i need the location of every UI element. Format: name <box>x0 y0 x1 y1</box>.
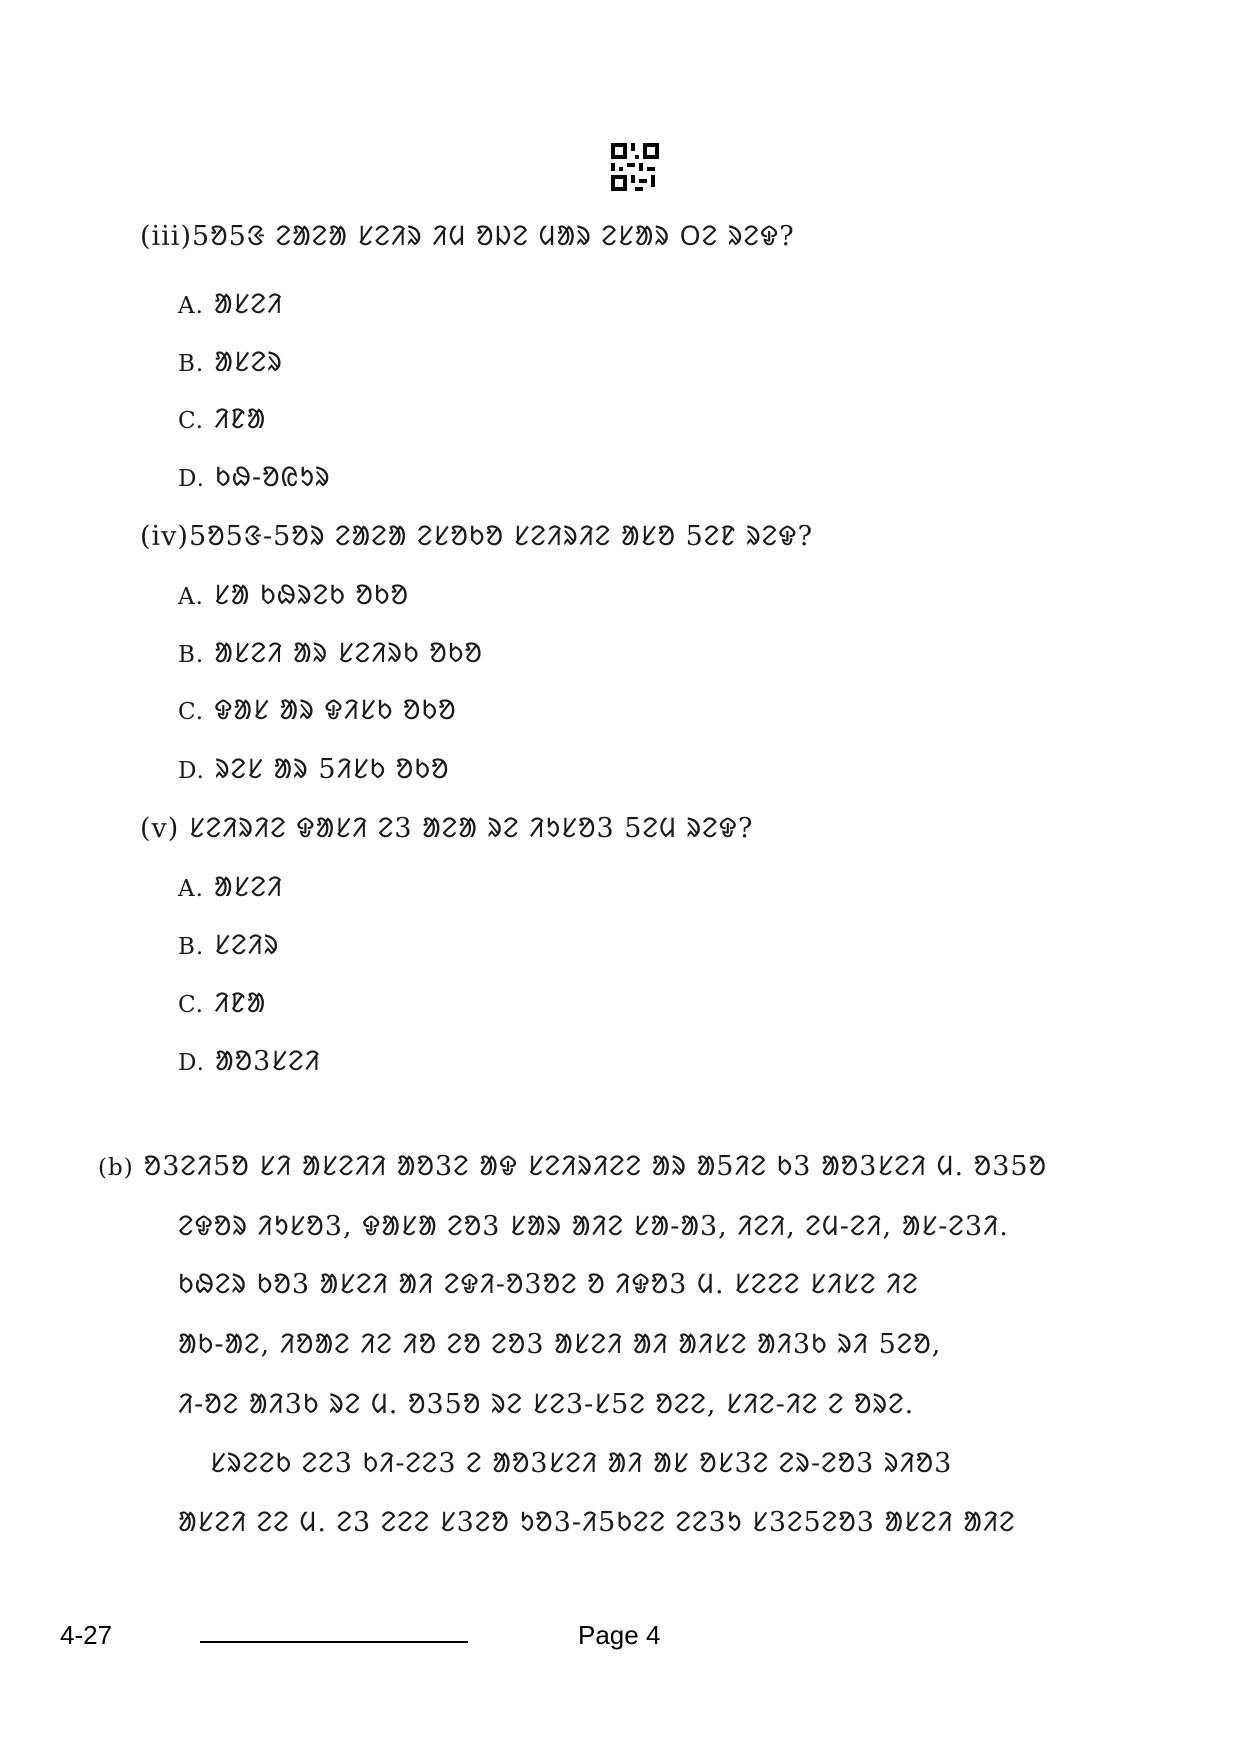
option-label: C. <box>178 992 205 1018</box>
option-label: B. <box>178 351 205 377</box>
option-label: B. <box>178 934 205 960</box>
option-d <box>178 457 331 494</box>
section-b-line: ᱟᱥᱮᱤ ᱮᱮ ᱢ. ᱮ3 ᱮᱮᱮ ᱥ3ᱮᱚ ᱩᱚ3-ᱤ5ᱠᱮᱮ ᱮᱮ3ᱩ ᱥ3ᱮ5ᱮᱚ3 ᱟᱥᱮᱤ ᱟᱤᱮ <box>178 1507 1016 1538</box>
question-label: (v) <box>140 813 180 844</box>
option-c <box>178 399 266 436</box>
section-b-line: ᱟᱠ-ᱟᱮ, ᱤᱚᱟᱮ ᱤᱮ ᱤᱚ ᱮᱚ ᱮᱚ3 ᱟᱥᱮᱤ ᱟᱤ ᱟᱤᱥᱮ ᱟᱤ3ᱠ ᱨᱤ 5ᱮᱚ, <box>178 1329 942 1360</box>
option-c <box>178 983 266 1020</box>
section-b-line: ᱠᱷᱮᱨ ᱠᱚ3 ᱟᱥᱮᱤ ᱟᱤ ᱮᱫᱤ-ᱚ3ᱚᱮ ᱚ ᱤᱫᱚ3 ᱢ. ᱥᱮᱮᱮ ᱥᱤᱥᱮ ᱤᱮ <box>178 1269 919 1300</box>
question-text: 5ᱚ5ᱝ-5ᱚᱨ ᱮᱟᱮᱟ ᱮᱥᱚᱠᱚ ᱥᱮᱤᱨᱤᱮ ᱟᱥᱚ 5ᱮᱱ ᱨᱮᱫ? <box>188 521 814 552</box>
option-text: ᱟᱥᱮᱤ ᱟᱨ ᱥᱮᱤᱨᱠ ᱚᱠᱚ <box>214 638 483 669</box>
option-text: ᱥᱟ ᱠᱷᱨᱮᱠ ᱚᱠᱚ <box>213 580 410 611</box>
option-label: D. <box>178 758 205 784</box>
option-text: ᱤᱱᱟ <box>214 404 267 435</box>
question-iv <box>140 516 813 553</box>
footer-rule <box>200 1641 468 1643</box>
question-text: ᱥᱮᱤᱨᱤᱮ ᱫᱟᱥᱤ ᱮ3 ᱟᱮᱟ ᱨᱮ ᱤᱩᱥᱚ3 5ᱮᱢ ᱨᱮᱫ? <box>188 813 754 844</box>
option-text: ᱟᱚ3ᱥᱮᱤ <box>214 1046 321 1077</box>
option-a <box>178 867 283 904</box>
option-text: ᱨᱮᱥ ᱟᱨ 5ᱤᱥᱠ ᱚᱠᱚ <box>214 754 450 785</box>
section-label: (b) <box>98 1155 134 1181</box>
option-a <box>178 575 409 612</box>
section-b-line: ᱮᱫᱚᱨ ᱤᱩᱥᱚ3, ᱫᱟᱥᱟ ᱮᱚ3 ᱥᱟᱨ ᱟᱤᱮ ᱥᱟ-ᱟ3, ᱤᱮᱤ, ᱮᱢ-ᱮᱤ, ᱟᱥ-ᱮ3ᱤ. <box>178 1211 1009 1242</box>
option-label: C. <box>178 699 205 725</box>
option-b <box>178 342 283 379</box>
section-b-line <box>98 1146 1047 1183</box>
option-text: ᱟᱥᱮᱨ <box>214 347 283 378</box>
option-text: ᱟᱥᱮᱤ <box>213 289 284 320</box>
option-a <box>178 284 283 321</box>
option-label: A. <box>178 584 204 610</box>
option-text: ᱠᱷ-ᱚᱭᱩᱨ <box>214 462 331 493</box>
option-label: D. <box>178 466 205 492</box>
option-d <box>178 1041 321 1078</box>
option-label: A. <box>178 293 204 319</box>
option-text: ᱫᱟᱥ ᱟᱨ ᱫᱤᱥᱠ ᱚᱠᱚ <box>214 695 457 726</box>
question-v <box>140 808 753 845</box>
option-label: D. <box>178 1050 205 1076</box>
option-b <box>178 633 483 670</box>
option-text: ᱥᱮᱤᱨ <box>214 930 280 961</box>
option-d <box>178 749 449 786</box>
option-text: ᱤᱱᱟ <box>214 988 267 1019</box>
page-number: Page 4 <box>578 1620 661 1650</box>
option-c <box>178 690 457 727</box>
question-iii <box>140 216 795 253</box>
option-label: C. <box>178 408 205 434</box>
option-label: A. <box>178 876 204 902</box>
question-text: 5ᱚ5ᱝ ᱮᱟᱮᱟ ᱥᱮᱤᱨ ᱤᱢ ᱚᱡᱮ ᱢᱟᱨ ᱮᱥᱟᱨ ᱛᱮ ᱨᱮᱫ? <box>191 221 795 252</box>
section-b-line: ᱤ-ᱚᱮ ᱟᱤ3ᱠ ᱨᱮ ᱢ. ᱚ35ᱚ ᱨᱮ ᱥᱮ3-ᱥ5ᱮ ᱚᱮᱮ, ᱥᱤᱮ-ᱤᱮ ᱮ ᱚᱨᱮ. <box>178 1389 915 1420</box>
section-b-line: ᱥᱨᱮᱮᱠ ᱮᱮ3 ᱠᱤ-ᱮᱮ3 ᱮ ᱟᱚ3ᱥᱮᱤ ᱟᱤ ᱟᱥ ᱚᱥ3ᱮ ᱮᱨ-ᱮᱚ3 ᱨᱤᱚ3 <box>210 1448 953 1479</box>
paper-code: 4-27 <box>60 1620 113 1650</box>
question-label: (iv) <box>140 521 189 552</box>
paragraph-text: ᱚ3ᱮᱤ5ᱚ ᱥᱤ ᱟᱥᱮᱤᱤ ᱟᱚ3ᱮ ᱟᱫ ᱥᱮᱤᱨᱤᱮᱮ ᱟᱨ ᱟ5ᱤᱮ ᱠ3 ᱟᱚ3ᱥᱮᱤ ᱢ. ᱚ35ᱚ <box>143 1151 1048 1182</box>
question-label: (iii) <box>140 221 192 252</box>
option-label: B. <box>178 642 205 668</box>
option-text: ᱟᱥᱮᱤ <box>213 872 284 903</box>
option-b <box>178 925 279 962</box>
qr-code-icon <box>611 143 659 191</box>
